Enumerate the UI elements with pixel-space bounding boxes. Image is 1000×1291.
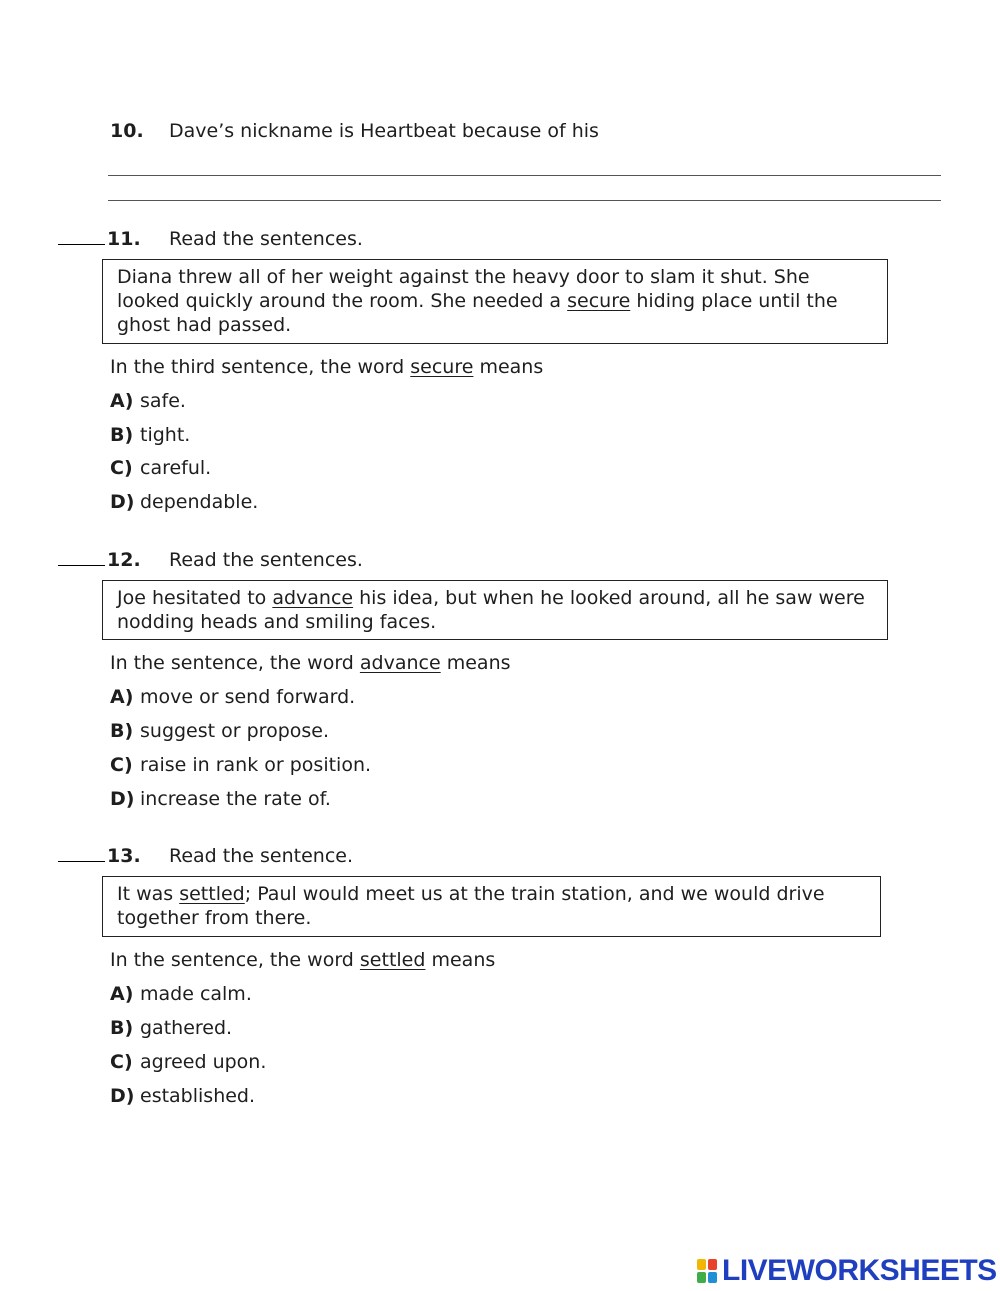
option-text: careful. (140, 457, 212, 479)
target-word: advance (272, 587, 354, 609)
passage-text: his idea, but when he looked around, all he saw were nodding heads and smiling faces. (117, 587, 865, 633)
option-text: agreed upon. (140, 1051, 267, 1073)
stem-text: means (425, 949, 496, 971)
target-word: advance (359, 652, 441, 674)
question-stem (110, 355, 543, 379)
logo-block-3 (697, 1272, 706, 1283)
logo-blocks-icon (697, 1258, 719, 1284)
option-b[interactable] (110, 719, 329, 743)
option-letter: A) (110, 390, 134, 412)
option-c[interactable] (110, 753, 371, 777)
question-instruction: Read the sentence. (169, 845, 353, 867)
option-c[interactable] (110, 456, 211, 480)
stem-text: In the sentence, the word (110, 949, 360, 971)
option-letter: C) (110, 754, 133, 776)
option-letter: B) (110, 720, 134, 742)
option-letter: D) (110, 788, 135, 810)
option-text: increase the rate of. (140, 788, 331, 810)
stem-text: means (440, 652, 511, 674)
option-letter: B) (110, 1017, 134, 1039)
passage-text: Joe hesitated to (117, 587, 273, 609)
stem-text: means (473, 356, 544, 378)
option-b[interactable] (110, 1016, 232, 1040)
target-word: secure (410, 356, 474, 378)
question-instruction: Read the sentences. (169, 549, 363, 571)
option-a[interactable] (110, 982, 252, 1006)
option-text: raise in rank or position. (140, 754, 372, 776)
option-text: suggest or propose. (140, 720, 330, 742)
logo-block-1 (697, 1259, 706, 1270)
question-number: 12. (107, 549, 141, 571)
option-letter: C) (110, 1051, 133, 1073)
option-d[interactable] (110, 787, 331, 811)
option-letter: D) (110, 491, 135, 513)
question-11-header (58, 227, 363, 251)
question-instruction: Read the sentences. (169, 228, 363, 250)
question-number: 11. (107, 228, 141, 250)
option-text: gathered. (140, 1017, 233, 1039)
stem-text: In the sentence, the word (110, 652, 360, 674)
logo-text: LIVEWORKSHEETS (722, 1254, 997, 1287)
liveworksheets-logo[interactable] (697, 1256, 997, 1286)
logo-block-4 (708, 1272, 717, 1283)
passage-text: It was (117, 883, 180, 905)
question-prompt: Dave’s nickname is Heartbeat because of his (169, 120, 599, 142)
option-a[interactable] (110, 389, 186, 413)
passage-box (102, 876, 881, 937)
option-d[interactable] (110, 1084, 255, 1108)
option-b[interactable] (110, 423, 190, 447)
passage-text: Diana threw all of her weight against the heavy door to slam it shut. She looked quickly around the room. She needed a (117, 266, 810, 312)
target-word: settled (359, 949, 426, 971)
question-10 (110, 119, 599, 143)
option-a[interactable] (110, 685, 355, 709)
option-letter: B) (110, 424, 134, 446)
option-letter: A) (110, 983, 134, 1005)
option-text: established. (140, 1085, 256, 1107)
answer-line[interactable] (108, 200, 941, 201)
option-text: safe. (140, 390, 186, 412)
answer-blank[interactable] (58, 227, 105, 245)
target-word: secure (567, 290, 631, 312)
passage-text: ; Paul would meet us at the train station, and we would drive together from there. (117, 883, 825, 929)
question-number: 13. (107, 845, 141, 867)
stem-text: In the third sentence, the word (110, 356, 411, 378)
passage-box (102, 259, 888, 344)
option-d[interactable] (110, 490, 258, 514)
option-c[interactable] (110, 1050, 266, 1074)
option-text: move or send forward. (140, 686, 356, 708)
option-letter: A) (110, 686, 134, 708)
question-stem (110, 651, 511, 675)
option-letter: C) (110, 457, 133, 479)
answer-blank[interactable] (58, 548, 105, 566)
passage-box (102, 580, 888, 640)
passage-text: hiding place until the ghost had passed. (117, 290, 838, 336)
target-word: settled (179, 883, 245, 905)
question-stem (110, 948, 495, 972)
answer-blank[interactable] (58, 844, 105, 862)
question-12-header (58, 548, 363, 572)
answer-line[interactable] (108, 175, 941, 176)
option-text: tight. (140, 424, 191, 446)
option-letter: D) (110, 1085, 135, 1107)
option-text: dependable. (140, 491, 259, 513)
option-text: made calm. (140, 983, 252, 1005)
question-number: 10. (110, 120, 144, 142)
question-13-header (58, 844, 353, 868)
logo-block-2 (708, 1259, 717, 1270)
